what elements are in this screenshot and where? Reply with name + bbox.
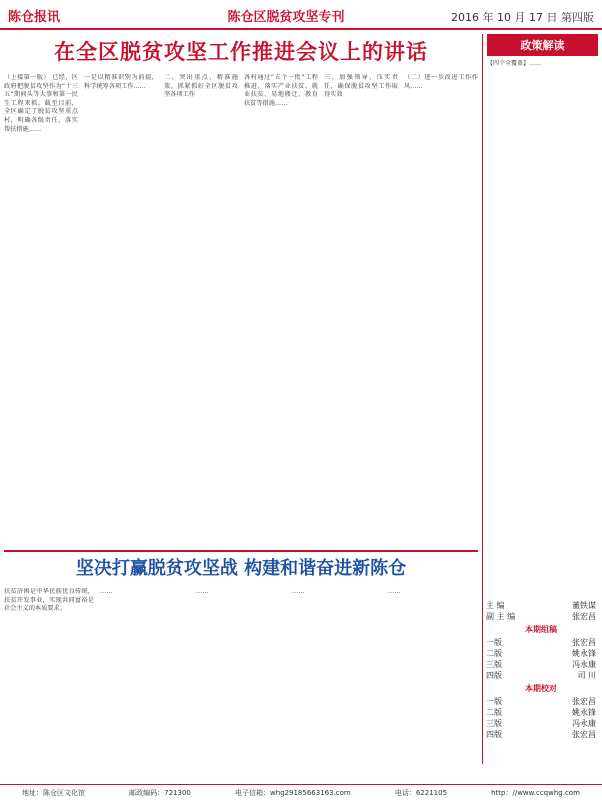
footer-phone: 电话：6221105 (394, 788, 448, 797)
credit-row-name: 司 川 (577, 671, 596, 680)
credit-row (486, 659, 596, 670)
second-article (4, 550, 478, 780)
credit-row-label: 二版 (486, 708, 502, 717)
credit-row (486, 729, 596, 740)
credit-row-label: 一版 (486, 697, 502, 706)
credit-deputy-label: 副 主 编 (486, 612, 516, 621)
main-col-6-text: （二）进一步改进工作作风…… (404, 74, 478, 90)
footer-address: 地址：陈仓区文化馆 (22, 788, 86, 797)
second-col-1-text: …… (100, 588, 113, 595)
main-col-1 (4, 74, 78, 544)
second-headline: 坚决打赢脱贫攻坚战 构建和谐奋进新陈仓 (75, 558, 407, 579)
footer-postcode: 邮政编码：721300 (129, 788, 191, 797)
main-columns (4, 74, 478, 544)
second-col-2-text: …… (196, 588, 209, 595)
credit-row-name: 张宏昌 (572, 730, 596, 739)
main-col-2-text: 一是以精准识别为前提，科学统筹各项工作…… (84, 74, 158, 90)
credit-row-label: 一版 (486, 638, 502, 647)
credit-deputy (486, 611, 596, 622)
main-headline: 在全区脱贫攻坚工作推进会议上的讲话 (54, 40, 428, 64)
main-col-5-text: 三、加强领导，压实责任，确保脱贫攻坚工作取得实效 (324, 74, 398, 99)
page-header (0, 0, 602, 30)
credit-row-name: 张宏昌 (572, 638, 596, 647)
credit-row-label: 四版 (486, 671, 502, 680)
credit-host-label: 主 编 (486, 601, 505, 610)
credit-row (486, 696, 596, 707)
main-col-2 (84, 74, 158, 544)
credit-row-name: 姚永锋 (572, 708, 596, 717)
page-footer (0, 784, 602, 800)
credit-row (486, 648, 596, 659)
paper-name: 陈仓报讯 (8, 10, 61, 25)
credit-row-name: 姚永锋 (572, 649, 596, 658)
main-col-3-text: 二、突出重点，精准施策，抓紧抓好全区脱贫攻坚各项工作 (164, 74, 238, 99)
credit-row (486, 718, 596, 729)
second-col-3 (292, 588, 382, 778)
credit-row-label: 四版 (486, 730, 502, 739)
second-columns (4, 588, 478, 778)
credit-row-label: 二版 (486, 649, 502, 658)
credit-row-name: 冯永康 (572, 719, 596, 728)
main-col-6 (404, 74, 478, 544)
credit-row (486, 637, 596, 648)
credit-row-name: 张宏昌 (572, 697, 596, 706)
credit-row-name: 冯永康 (572, 660, 596, 669)
main-col-3 (164, 74, 238, 544)
main-col-4-text: 各村通过“五个一批”工程推进，落实产业扶贫、就业扶贫、易地搬迁、教育扶贫等措施…… (244, 74, 318, 107)
main-col-5 (324, 74, 398, 544)
footer-website: http：//www.ccqwhg.com (491, 788, 580, 797)
credit-section-title-2: 本期校对 (525, 684, 557, 693)
sidebar-title: 政策解读 (487, 34, 598, 56)
second-intro-text: 扶贫济困是中华民族优良传统，扶贫开发事业，实现共同富裕是社会主义的本质要求。 (4, 588, 94, 613)
main-article (4, 34, 478, 544)
main-col-4 (244, 74, 318, 544)
credit-host (486, 600, 596, 611)
credit-section-title: 本期组稿 (525, 625, 557, 634)
sidebar-text: 【四个全覆盖】…… (487, 60, 542, 67)
credits-box (486, 600, 596, 740)
second-col-4-text: …… (388, 588, 401, 595)
second-col-4 (388, 588, 478, 778)
second-col-3-text: …… (292, 588, 305, 595)
credit-row (486, 707, 596, 718)
special-issue-title: 陈仓区脱贫攻坚专刊 (227, 10, 345, 25)
second-col-1 (100, 588, 190, 778)
footer-email: 电子信箱：whg29185663163.com (234, 788, 351, 797)
credit-row-label: 三版 (486, 719, 502, 728)
credit-row (486, 670, 596, 681)
second-col-2 (196, 588, 286, 778)
credit-host-name: 董铁谋 (572, 601, 596, 610)
date-page: 2016 年 10 月 17 日 第四版 (451, 11, 594, 24)
credit-deputy-name: 张宏昌 (572, 612, 596, 621)
main-col-1-text: （上接第一版） 已经，区政府把脱贫攻坚作为“十三五”期间头等大事和第一民生工程来抓。截至目前，全区确定了脱贫攻坚重点村，明确各级责任，落实帮扶措施…… (4, 74, 78, 133)
second-intro (4, 588, 94, 778)
credit-row-label: 三版 (486, 660, 502, 669)
